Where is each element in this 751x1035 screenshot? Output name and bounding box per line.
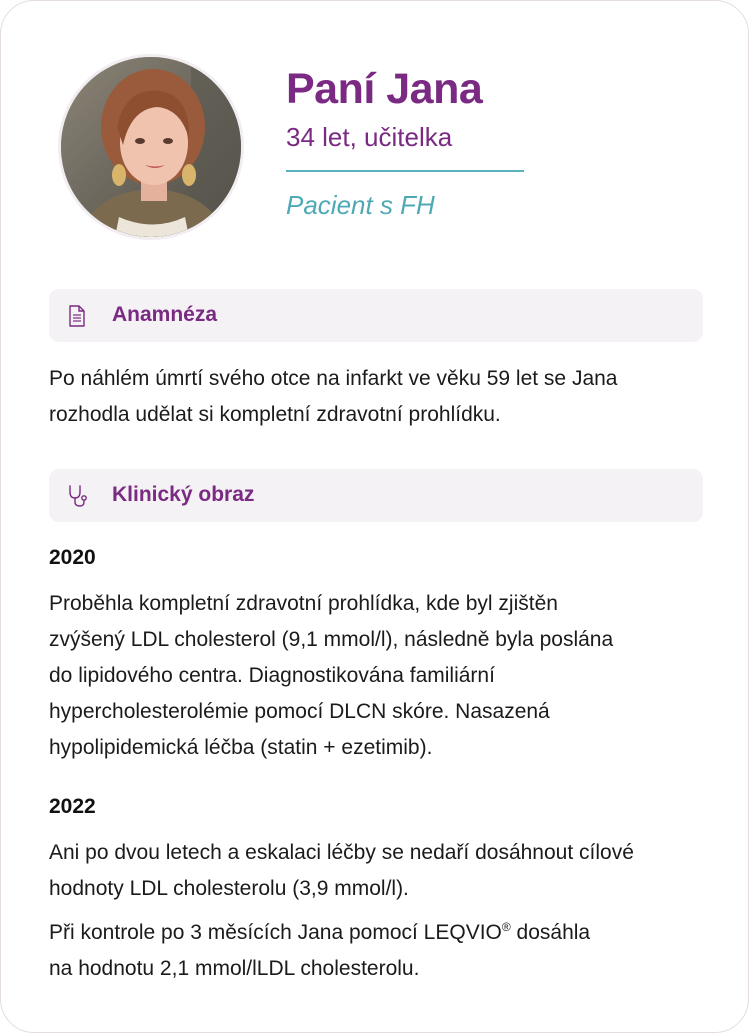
entry-2022-line-2: hodnoty LDL cholesterolu (3,9 mmol/l). bbox=[49, 877, 409, 900]
followup-text-after: dosáhla bbox=[510, 921, 591, 944]
followup-line-1 bbox=[49, 915, 714, 951]
entry-2022-line-1: Ani po dvou letech a eskalaci léčby se nedaří dosáhnout cílové bbox=[49, 841, 634, 864]
entry-2020-line-5: hypolipidemická léčba (statin + ezetimib). bbox=[49, 736, 433, 759]
patient-avatar bbox=[58, 54, 244, 240]
patient-portrait-photo bbox=[61, 57, 241, 237]
clinical-header bbox=[49, 469, 703, 522]
patient-type: Pacient s FH bbox=[286, 190, 435, 220]
year-2022: 2022 bbox=[49, 795, 96, 818]
anamnesis-heading: Anamnéza bbox=[112, 303, 218, 326]
registered-mark: ® bbox=[501, 920, 511, 934]
year-2020: 2020 bbox=[49, 546, 96, 569]
stethoscope-icon bbox=[67, 484, 87, 508]
anamnesis-text bbox=[49, 361, 714, 433]
entry-2020-line-3: do lipidového centra. Diagnostikována familiární bbox=[49, 664, 495, 687]
document-icon bbox=[67, 304, 87, 328]
anamnesis-line-2: rozhodla udělat si kompletní zdravotní prohlídku. bbox=[49, 403, 501, 426]
patient-age-occupation: 34 let, učitelka bbox=[286, 122, 453, 152]
header-divider bbox=[286, 170, 524, 172]
entry-2020-line-4: hypercholesterolémie pomocí DLCN skóre. Nasazená bbox=[49, 700, 550, 723]
anamnesis-header bbox=[49, 289, 703, 342]
entry-2020-text bbox=[49, 586, 714, 766]
patient-name: Paní Jana bbox=[286, 65, 483, 113]
entry-2022-followup bbox=[49, 915, 714, 987]
clinical-heading: Klinický obraz bbox=[112, 483, 255, 506]
anamnesis-line-1: Po náhlém úmrtí svého otce na infarkt ve věku 59 let se Jana bbox=[49, 367, 618, 390]
followup-text-before: Při kontrole po 3 měsících Jana pomocí LEQVIO bbox=[49, 921, 502, 944]
entry-2020-line-1: Proběhla kompletní zdravotní prohlídka, kde byl zjištěn bbox=[49, 592, 558, 615]
followup-line-2: na hodnotu 2,1 mmol/lLDL cholesterolu. bbox=[49, 957, 420, 980]
entry-2020-line-2: zvýšený LDL cholesterol (9,1 mmol/l), následně byla poslána bbox=[49, 628, 614, 651]
entry-2022-text bbox=[49, 835, 714, 907]
